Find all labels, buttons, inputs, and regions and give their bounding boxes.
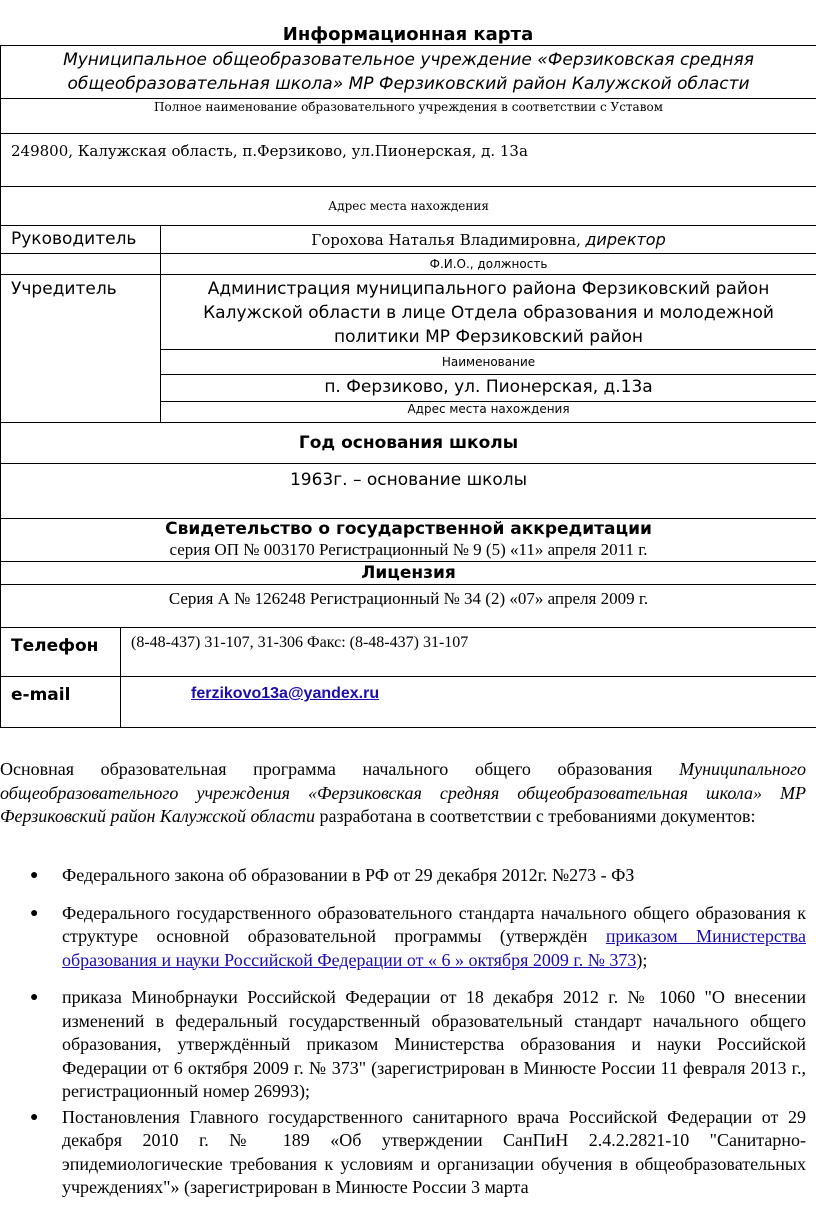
- bullet-icon: ●: [30, 1109, 39, 1125]
- email-value-cell: [121, 677, 816, 728]
- founder-address-caption: [161, 402, 816, 423]
- requirements-list: [0, 864, 806, 1200]
- list-item-text-end: );: [636, 949, 648, 970]
- phone-value-cell: [121, 628, 816, 677]
- accreditation-value: серия ОП № 003170 Регистрационный № 9 (5) «11» апреля 2011 г.: [169, 540, 648, 559]
- phone-label-cell: [1, 628, 121, 677]
- email-link[interactable]: ferzikovo13a@yandex.ru: [191, 685, 380, 702]
- founded-heading-cell: [1, 423, 816, 464]
- intro-text-start: Основная образовательная программа начального общего образования: [0, 759, 680, 779]
- founder-name-line1: Администрация муниципального района Ферзиковский район: [207, 279, 770, 299]
- founder-name-line3: политики МР Ферзиковский район: [334, 327, 643, 347]
- school-name-caption: [1, 99, 816, 134]
- accreditation-cell: [1, 519, 816, 562]
- email-label: e-mail: [11, 685, 71, 705]
- list-item: [0, 1106, 806, 1200]
- phone-label: Телефон: [11, 636, 99, 656]
- founder-caption: [161, 350, 816, 375]
- intro-text-end: разработана в соответствии с требованиями документов:: [314, 806, 756, 826]
- list-item: [0, 902, 806, 973]
- license-value: Серия А № 126248 Регистрационный № 34 (2) «07» апреля 2009 г.: [168, 589, 649, 608]
- director-label: Руководитель: [11, 229, 137, 249]
- list-item-text: Федерального государственного образовательного стандарта начального общего образования к структуре основной образовательной программы (утверждён: [62, 902, 806, 946]
- founded-heading: Год основания школы: [298, 433, 519, 453]
- founded-value: 1963г. – основание школы: [289, 470, 528, 490]
- list-item: [0, 864, 806, 888]
- address-cell: [1, 134, 816, 187]
- school-name-cell: [1, 46, 816, 99]
- founder-address-cell: [161, 375, 816, 402]
- license-heading: Лицензия: [361, 563, 456, 583]
- school-name-caption-text: Полное наименование образовательного учреждения в соответствии с Уставом: [154, 100, 664, 114]
- director-position: директор: [585, 230, 666, 249]
- list-item-text: приказа Минобрнауки Российской Федерации от 18 декабря 2012 г. № 1060 "О внесении изменений в федеральный государственный образовательный стандарт начального общего образования, утверждённый приказом Министерства образования и науки Российской Федерации от 6 октября 2009 г. № 373" (зарегистрирован в Минюсте России 11 февраля 2013 г., регистрационный номер 26993);: [62, 987, 806, 1101]
- director-caption-empty: [1, 254, 161, 275]
- founder-caption-text: Наименование: [441, 354, 536, 369]
- license-value-cell: [1, 585, 816, 628]
- founder-label: Учредитель: [11, 279, 117, 299]
- list-item: [0, 986, 806, 1104]
- license-heading-cell: [1, 562, 816, 585]
- list-item-text: Федерального закона об образовании в РФ от 29 декабря 2012г. №273 - ФЗ: [62, 865, 635, 885]
- address-caption: [1, 187, 816, 226]
- info-card-table: [0, 45, 816, 728]
- email-label-cell: [1, 677, 121, 728]
- director-value-cell: [161, 226, 816, 254]
- address-caption-text: Адрес места нахождения: [328, 199, 489, 213]
- school-name-line2: общеобразовательная школа» МР Ферзиковский район Калужской области: [67, 74, 750, 94]
- card-title: Информационная карта: [282, 24, 534, 45]
- director-caption-text: Ф.И.О., должность: [429, 256, 548, 271]
- director-name: Горохова Наталья Владимировна,: [311, 231, 581, 249]
- intro-paragraph: [0, 758, 806, 829]
- school-name-line1: Муниципальное общеобразовательное учреждение «Ферзиковская средняя: [63, 50, 754, 70]
- list-item-text: Постановления Главного государственного санитарного врача Российской Федерации от 29 декабря 2010 г. № 189 «Об утверждении СанПиН 2.4.2.2821-10 "Санитарно-эпидемиологические требования к условиям и организации обучения в общеобразовательных учреждениях"» (зарегистрирован в Минюсте России 3 марта: [62, 1106, 806, 1197]
- order-link[interactable]: приказом Министерства образования и науки Российской Федерации от « 6 » октября 2009 г. № 373: [62, 926, 807, 970]
- phone-value: (8-48-437) 31-107, 31-306 Факс: (8-48-437) 31-107: [131, 634, 469, 651]
- founder-label-cell: [1, 275, 161, 423]
- founder-address-text: п. Ферзиково, ул. Пионерская, д.13а: [324, 377, 653, 397]
- founder-name-cell: [161, 275, 816, 350]
- accreditation-heading: Свидетельство о государственной аккредитации: [165, 519, 652, 539]
- intro-school-name: Муниципального общеобразовательного учреждения «Ферзиковская средняя общеобразовательная школа» МР Ферзиковский район Калужской области: [0, 759, 806, 826]
- director-caption: [161, 254, 816, 275]
- bullet-icon: ●: [30, 905, 39, 921]
- founder-address-caption-text: Адрес места нахождения: [407, 402, 570, 416]
- founded-value-cell: [1, 464, 816, 519]
- bullet-icon: ●: [30, 868, 39, 883]
- bullet-icon: ●: [30, 990, 39, 1005]
- director-label-cell: [1, 226, 161, 254]
- address-text: 249800, Калужская область, п.Ферзиково, ул.Пионерская, д. 13а: [11, 142, 528, 160]
- founder-name-line2: Калужской области в лице Отдела образования и молодежной: [203, 303, 774, 323]
